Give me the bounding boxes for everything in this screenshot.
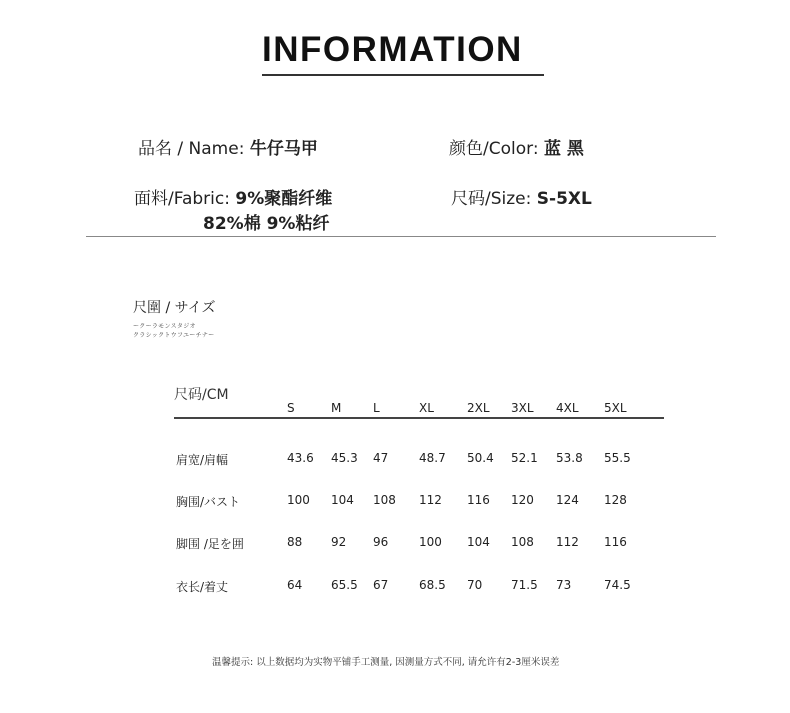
table-cell: 128 [604, 493, 627, 507]
name-value: 牛仔马甲 [249, 139, 318, 159]
section-divider [86, 236, 716, 237]
table-cell: 112 [419, 493, 442, 507]
measurement-note: 温馨提示: 以上数据均为实物平铺手工测量, 因测量方式不同, 请允许有2-3厘米误差 [212, 657, 560, 668]
column-header: 5XL [604, 401, 627, 415]
table-cell: 104 [467, 535, 490, 549]
table-cell: 70 [467, 578, 483, 592]
table-cell: 124 [556, 493, 579, 507]
table-cell: 68.5 [419, 578, 446, 592]
title-underline [262, 74, 544, 76]
table-cell: 88 [287, 535, 303, 549]
table-cell: 45.3 [331, 451, 358, 465]
size-chart-title: 尺圍 / サイズ [133, 300, 216, 316]
row-label: 脚围 /足を囲 [176, 537, 244, 551]
table-cell: 67 [373, 578, 389, 592]
column-header: 3XL [511, 401, 534, 415]
row-label: 胸围/バスト [176, 495, 241, 509]
table-cell: 104 [331, 493, 354, 507]
unit-label: 尺码/CM [174, 387, 229, 403]
table-cell: 50.4 [467, 451, 494, 465]
color-value: 蓝 黑 [543, 139, 584, 159]
table-cell: 116 [467, 493, 490, 507]
name-field [138, 134, 318, 159]
name-label: 品名 / Name: [138, 139, 245, 159]
column-header: 4XL [556, 401, 579, 415]
table-cell: 96 [373, 535, 389, 549]
table-cell: 112 [556, 535, 579, 549]
fabric-label: 面料/Fabric: [134, 189, 230, 209]
size-label: 尺码/Size: [451, 189, 532, 209]
table-cell: 108 [373, 493, 396, 507]
column-header: M [331, 401, 342, 415]
table-cell: 48.7 [419, 451, 446, 465]
fabric-value: 9%聚酯纤维 [235, 189, 333, 209]
table-cell: 73 [556, 578, 572, 592]
column-header: S [287, 401, 295, 415]
table-cell: 47 [373, 451, 389, 465]
column-header: XL [419, 401, 434, 415]
table-header-rule [174, 417, 664, 419]
table-cell: 71.5 [511, 578, 538, 592]
size-chart-subtitle-2: クラシックトウフユーチナー [133, 332, 215, 339]
table-cell: 120 [511, 493, 534, 507]
size-value: S-5XL [536, 189, 592, 209]
page-title: INFORMATION [262, 30, 523, 69]
table-cell: 52.1 [511, 451, 538, 465]
fabric-field [134, 184, 332, 209]
table-cell: 65.5 [331, 578, 358, 592]
table-cell: 100 [419, 535, 442, 549]
size-field [451, 184, 592, 209]
row-label: 衣长/着丈 [176, 580, 229, 594]
table-cell: 116 [604, 535, 627, 549]
color-label: 颜色/Color: [449, 139, 539, 159]
table-cell: 100 [287, 493, 310, 507]
table-cell: 92 [331, 535, 347, 549]
size-chart-subtitle-1: ークーラモンスタジオ [133, 323, 196, 330]
column-header: 2XL [467, 401, 490, 415]
table-cell: 108 [511, 535, 534, 549]
table-cell: 53.8 [556, 451, 583, 465]
column-header: L [373, 401, 380, 415]
fabric-value-line-2 [203, 209, 329, 234]
table-cell: 64 [287, 578, 303, 592]
table-cell: 74.5 [604, 578, 631, 592]
fabric-value-2: 82%棉 9%粘纤 [203, 214, 330, 234]
color-field [449, 134, 584, 159]
row-label: 肩宽/肩幅 [176, 453, 229, 467]
table-cell: 43.6 [287, 451, 314, 465]
table-cell: 55.5 [604, 451, 631, 465]
